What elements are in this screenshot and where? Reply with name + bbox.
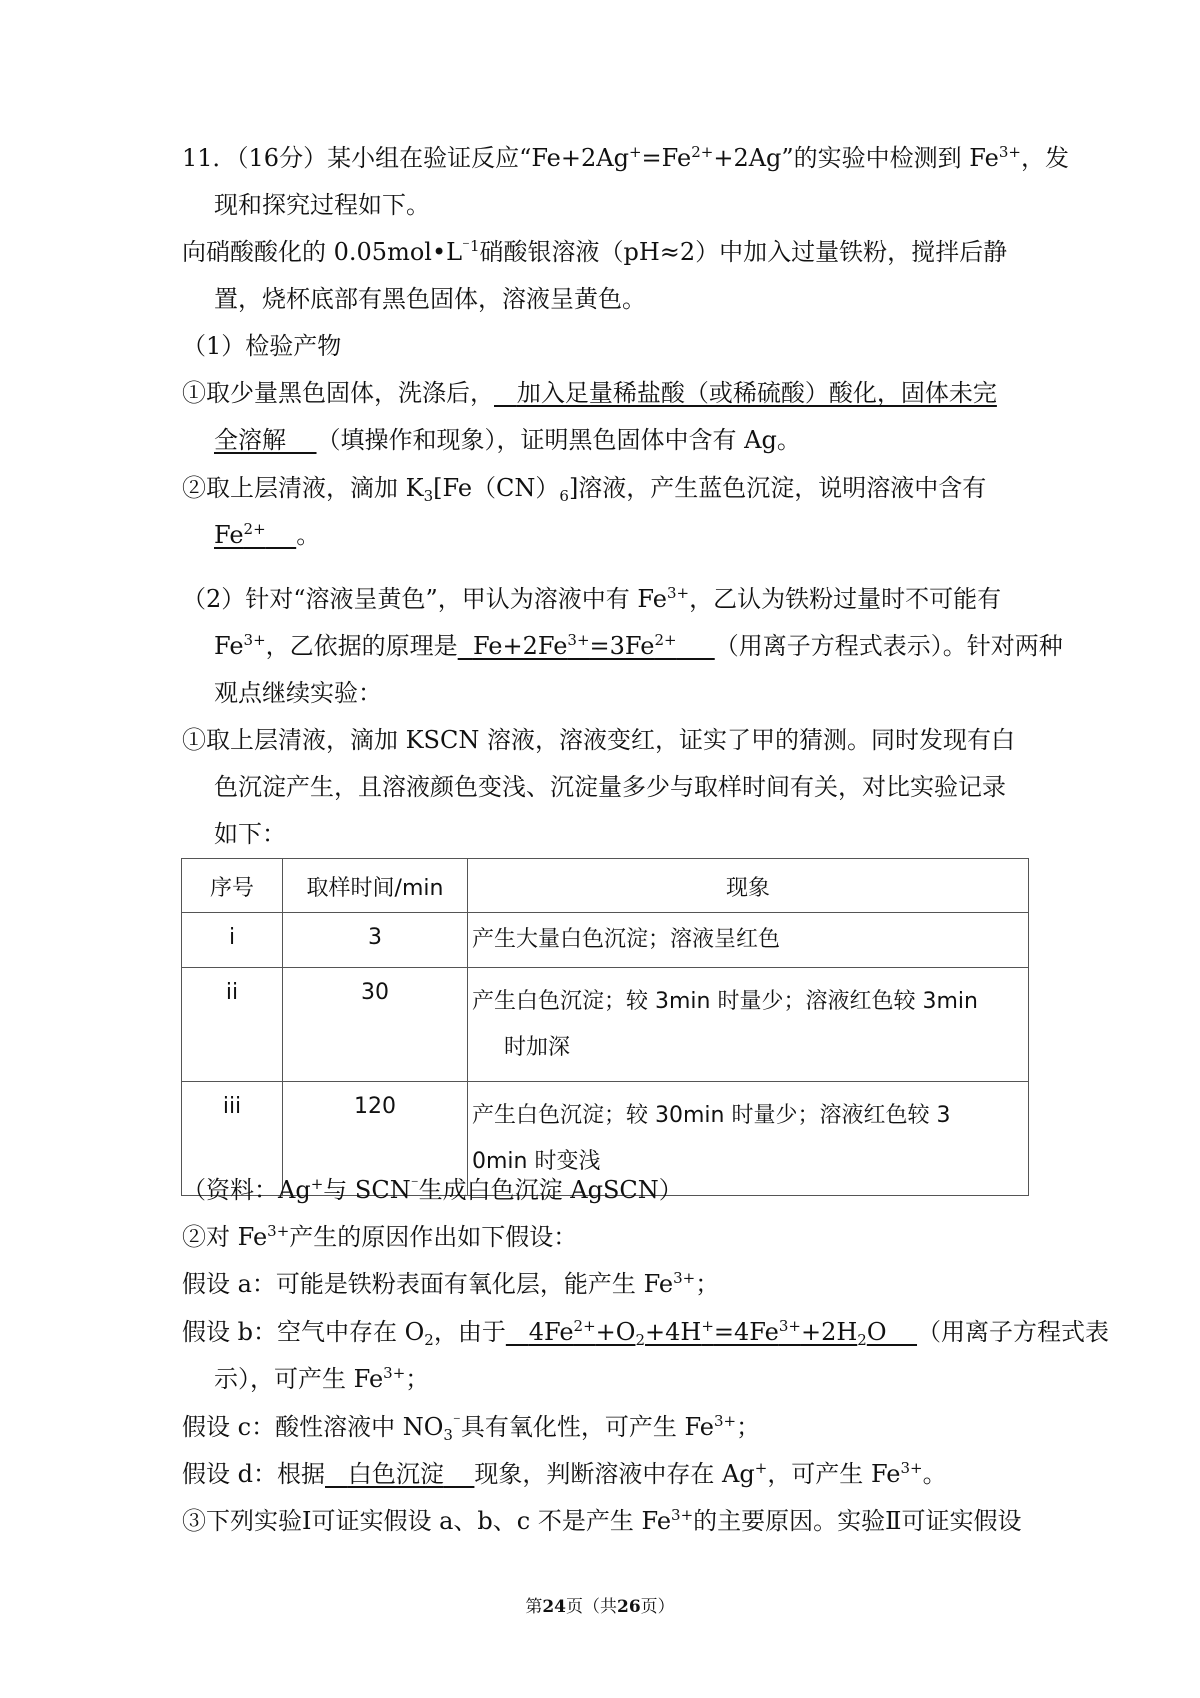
page-footer: 第24页（共26页） [525, 1597, 675, 1617]
table-cell-time: 120 [283, 1082, 468, 1196]
hypothesis-d: 假设 d：根据 白色沉淀 现象，判断溶液中存在 Ag+，可产生 $Fe^{3+}$。 [182, 1459, 947, 1488]
answer-blank-3: $Fe+2Fe^{3+}=3Fe^{2+}$ [472, 631, 677, 660]
part-2-stem: （2）针对“溶液呈黄色”，甲认为溶液中有 $Fe^{3+}$，乙认为铁粉过量时不可能有 [182, 584, 1002, 613]
table-cell-id: ii [182, 968, 283, 1082]
table-row [182, 968, 1029, 1082]
question-11-stem: 11．（16分）某小组在验证反应“$Fe+2Ag^+=Fe^{2+}+2Ag$”的实验中检测到 $Fe^{3+}$，发 [182, 143, 1069, 172]
part-2-stem-cont: $Fe^{3+}$，乙依据的原理是 $Fe+2Fe^{3+}=3Fe^{2+}$ （用离子方程式表示）。针对两种 [214, 631, 1063, 660]
table-cell-id: iii [182, 1082, 283, 1196]
reference-note: （资料：Ag+与 SCN⁻生成白色沉淀 AgSCN） [182, 1175, 683, 1204]
table-cell-observation: 产生白色沉淀；较 3min 时量少；溶液红色较 3min 时加深 [468, 968, 1029, 1082]
question-11-stem-cont: 现和探究过程如下。 [214, 191, 430, 219]
part-1-item-2-cont: $Fe^{2+}$ 。 [214, 520, 321, 549]
table-cell-observation: 产生大量白色沉淀；溶液呈红色 [468, 913, 1029, 968]
part-2-item-3: ③下列实验Ⅰ可证实假设 a、b、c 不是产生 $Fe^{3+}$的主要原因。实验Ⅱ可证实假设 [182, 1506, 1022, 1535]
part-1-item-1: ①取少量黑色固体，洗涤后， 加入足量稀盐酸（或稀硫酸）酸化，固体未完 [182, 379, 997, 407]
table-header-cell: 取样时间/min [283, 859, 468, 913]
procedure-text-cont: 置，烧杯底部有黑色固体，溶液呈黄色。 [214, 285, 646, 313]
part-2-item-1-cont-2: 如下： [214, 820, 286, 848]
part-2-item-2: ②对 $Fe^{3+}$产生的原因作出如下假设： [182, 1222, 578, 1251]
hypothesis-b: 假设 b：空气中存在 $O_2$，由于 $4Fe^{2+}+O_2+4H^+=4Fe^{3+}+2H_2O$ （用离子方程式表 [182, 1317, 1110, 1349]
table-header-row [182, 859, 1029, 913]
part-2-item-1: ①取上层清液，滴加 KSCN 溶液，溶液变红，证实了甲的猜测。同时发现有白 [182, 726, 1015, 754]
part-2-item-1-cont: 色沉淀产生，且溶液颜色变浅、沉淀量多少与取样时间有关，对比实验记录 [214, 773, 1006, 801]
answer-blank-1: 加入足量稀盐酸（或稀硫酸）酸化，固体未完 [516, 379, 997, 407]
table-header-cell: 序号 [182, 859, 283, 913]
part-1-item-2: ②取上层清液，滴加 $K_3[Fe(CN)_6]$溶液，产生蓝色沉淀，说明溶液中含有 [182, 474, 987, 505]
part-2-stem-cont-2: 观点继续实验： [214, 679, 382, 707]
procedure-text: 向硝酸酸化的 $0.05mol•L^{^-1}$硝酸银溶液（pH≈2）中加入过量铁粉，搅拌后静 [182, 237, 1008, 266]
hypothesis-c: 假设 c：酸性溶液中 $NO_3^{^-}$具有氧化性，可产生 $Fe^{3+}$； [182, 1412, 761, 1444]
page-number: 24 [542, 1597, 566, 1617]
table-cell-time: 30 [283, 968, 468, 1082]
part-1-item-1-cont: 全溶解 （填操作和现象），证明黑色固体中含有 Ag。 [214, 426, 801, 454]
answer-blank-2: $Fe^{2+}$ [214, 520, 266, 549]
answer-blank-5: 白色沉淀 [347, 1460, 444, 1488]
page-total: 26 [617, 1597, 641, 1617]
hypothesis-b-cont: 示），可产生 $Fe^{3+}$； [214, 1364, 430, 1393]
table-cell-id: i [182, 913, 283, 968]
table-header-cell: 现象 [468, 859, 1029, 913]
hypothesis-a: 假设 a：可能是铁粉表面有氧化层，能产生 $Fe^{3+}$； [182, 1269, 720, 1298]
table-cell-time: 3 [283, 913, 468, 968]
table-cell-observation: 产生白色沉淀；较 30min 时量少；溶液红色较 3 0min 时变浅 [468, 1082, 1029, 1196]
answer-blank-4: $4Fe^{2+}+O_2+4H^+=4Fe^{3+}+2H_2O$ [528, 1317, 887, 1349]
experiment-record-table [181, 858, 1029, 1196]
part-1-heading: （1）检验产物 [182, 332, 342, 360]
table-row [182, 913, 1029, 968]
answer-blank-1-cont: 全溶解 [214, 426, 286, 454]
